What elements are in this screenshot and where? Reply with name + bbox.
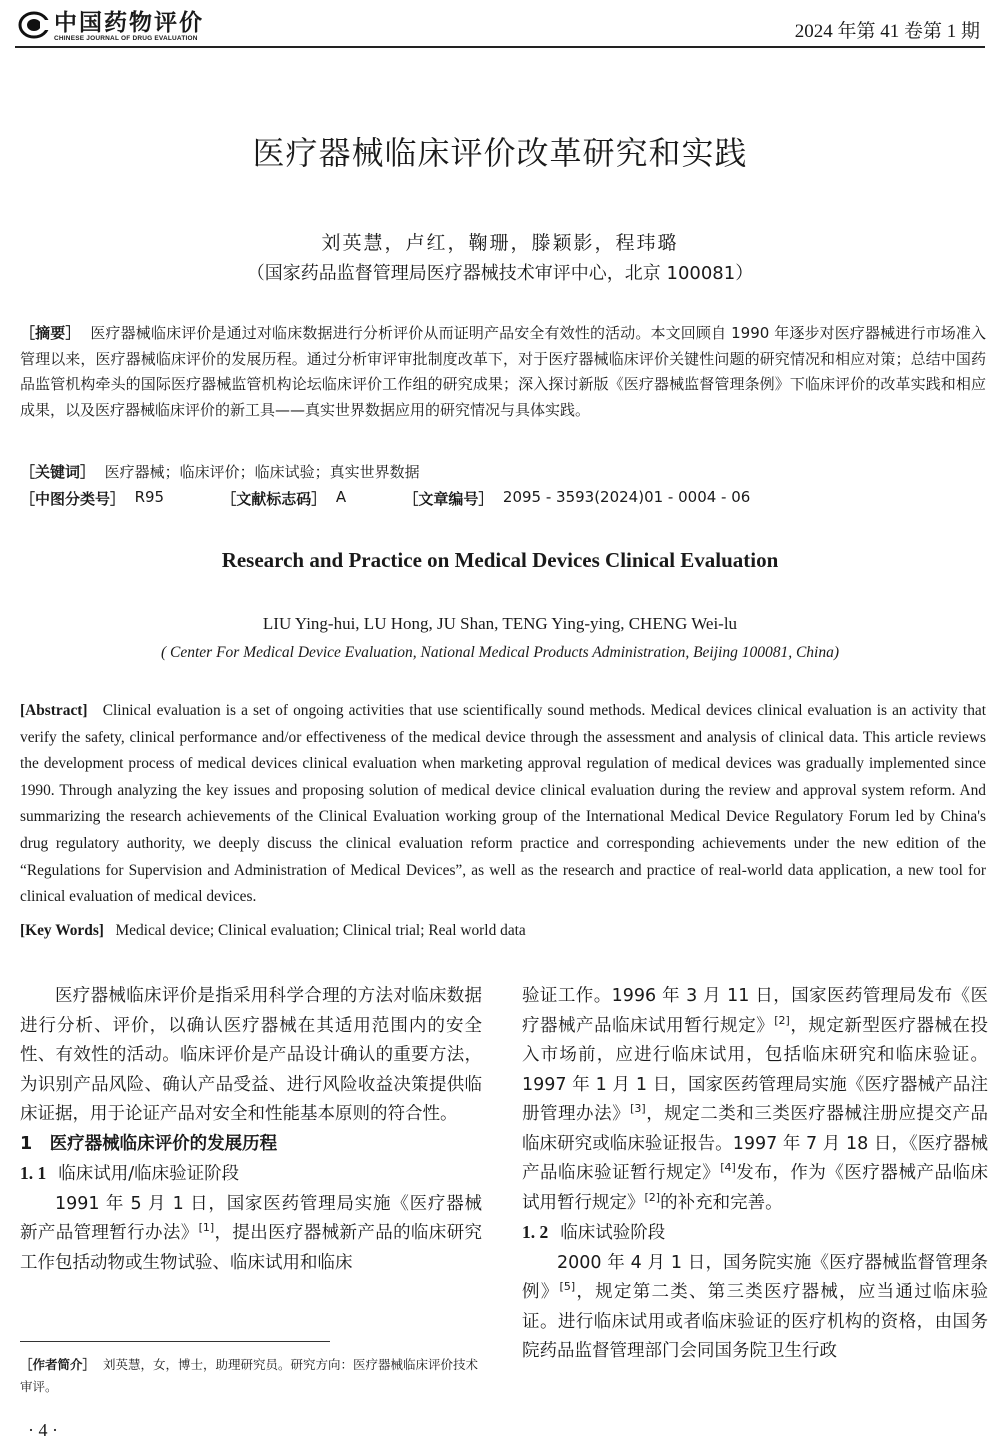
author-footnote bbox=[20, 1354, 482, 1398]
section-1-2-paragraph bbox=[522, 1249, 988, 1367]
journal-name-en: CHINESE JOURNAL OF DRUG EVALUATION bbox=[54, 35, 198, 42]
citation-ref: [3] bbox=[630, 1102, 646, 1116]
body-column-right bbox=[522, 982, 988, 1367]
citation-ref: [2] bbox=[774, 1013, 790, 1027]
section-1-2-heading bbox=[522, 1218, 988, 1249]
footnote-label: ［作者简介］ bbox=[20, 1357, 96, 1372]
keywords-en-text: Medical device; Clinical evaluation; Clinical trial; Real world data bbox=[115, 922, 526, 939]
page-number: · 4 · bbox=[28, 1420, 58, 1440]
issue-info: 2024 年第 41 卷第 1 期 bbox=[794, 21, 980, 42]
abstract-cn bbox=[20, 321, 986, 423]
abstract-text: 医疗器械临床评价是通过对临床数据进行分析评价从而证明产品安全有效性的活动。本文回顾自 1990 年逐步对医疗器械进行市场准入管理以来，医疗器械临床评价的发展历程。通过分析审评审批制度改革下，对于医疗器械临床评价关键性问题的研究情况和相应对策；总结中国药品监管机构牵头的国际医疗器械监管机构论坛临床评价工作组的研究成果；深入探讨新版《医疗器械监督管理条例》下临床评价的改革实践和相应成果，以及医疗器械临床评价的新工具——真实世界数据应用的研究情况与具体实践。 bbox=[20, 324, 986, 419]
section-1-heading: 1 医疗器械临床评价的发展历程 bbox=[20, 1133, 278, 1154]
citation-ref: [4] bbox=[720, 1161, 736, 1175]
header-rule bbox=[15, 46, 985, 48]
paragraph-text: ，规定新型医疗器械在投入市场前，应进行临床试用，包括临床研究和临床验证。1997 年 1 月 1 日，国家医药管理局实施《医疗器械产品注册管理办法》 bbox=[522, 1015, 989, 1124]
section-1-1-paragraph bbox=[20, 1190, 482, 1279]
clc-value: R95 bbox=[134, 488, 165, 506]
footnote-rule bbox=[20, 1341, 330, 1342]
paragraph-text: 1991 年 5 月 1 日，国家医药管理局实施《医疗器械新产品管理暂行办法》 bbox=[20, 1193, 482, 1243]
doc-code-label: ［文献标志码］ bbox=[221, 490, 327, 508]
paragraph-text: 发布，作为《医疗器械产品临床试用暂行规定》 bbox=[522, 1163, 989, 1213]
section-1-2-number: 1. 2 bbox=[522, 1222, 549, 1242]
citation-ref: [1] bbox=[198, 1221, 215, 1235]
intro-paragraph: 医疗器械临床评价是指采用科学合理的方法对临床数据进行分析、评价，以确认医疗器械在其适用范围内的安全性、有效性的活动。临床评价是产品设计确认的重要方法，为识别产品风险、确认产品受益、进行风险收益决策提供临床证据，用于论证产品对安全和性能基本原则的符合性。 bbox=[20, 986, 482, 1124]
section-1-1-number: 1. 1 bbox=[20, 1163, 47, 1183]
journal-logo bbox=[18, 10, 204, 42]
paragraph-text: ，规定二类和三类医疗器械注册应提交产品临床研究或临床验证报告。1997 年 7 月 18 日，《医疗器械产品临床验证暂行规定》 bbox=[522, 1104, 989, 1183]
english-authors: LIU Ying-hui, LU Hong, JU Shan, TENG Ying-ying, CHENG Wei-lu bbox=[262, 614, 738, 633]
abstract-en-text: Clinical evaluation is a set of ongoing activities that use scientifically sound methods. Medical devices clinical evaluation is an activity that verify the safety, clinical performance and/or effectiveness of the medical device through the assessment and analysis of clinical data. This article reviews the development process of medical devices clinical evaluation when marketing approval regulation of medical devices was gradually implemented since 1990. Through analyzing the key issues and proposing solution of medical device clinical evaluation during the review and approval system reform. And summarizing the research achievements of the Clinical Evaluation working group of the International Medical Device Regulatory Forum led by China's drug regulatory authority, we deeply discuss the clinical evaluation reform practice and corresponding achievements under the new edition of the “Regulations for Supervision and Administration of Medical Devices”, as well as the research and practice of real-world data application, a new tool for clinical evaluation of medical devices. bbox=[20, 702, 986, 906]
journal-emblem-icon bbox=[18, 10, 52, 40]
clc-label: ［中图分类号］ bbox=[20, 490, 126, 508]
continued-paragraph bbox=[522, 982, 988, 1218]
english-title: Research and Practice on Medical Devices Clinical Evaluation bbox=[221, 548, 779, 572]
paragraph-text: 的补充和完善。 bbox=[660, 1192, 783, 1213]
doc-code-value: A bbox=[335, 488, 347, 506]
section-1-1-title: 临床试用/临床验证阶段 bbox=[58, 1164, 240, 1184]
affiliation: （国家药品监督管理局医疗器械技术审评中心，北京 100081） bbox=[246, 263, 754, 284]
author-list: 刘英慧，卢红，鞠珊，滕颖影，程玮璐 bbox=[321, 232, 679, 254]
citation-ref: [2] bbox=[644, 1190, 661, 1204]
citation-ref: [5] bbox=[559, 1280, 576, 1294]
abstract-en-label: [Abstract] bbox=[20, 702, 88, 719]
english-affiliation: ( Center For Medical Device Evaluation, National Medical Products Administration, Beijing 100081, China) bbox=[160, 644, 840, 661]
article-no-value: 2095 - 3593(2024)01 - 0004 - 06 bbox=[502, 488, 751, 506]
keywords-en-label: [Key Words] bbox=[20, 922, 104, 939]
footnote-text: 刘英慧，女，博士，助理研究员。研究方向：医疗器械临床评价技术审评。 bbox=[20, 1357, 478, 1394]
keywords-en bbox=[20, 922, 986, 940]
abstract-label: ［摘要］ bbox=[20, 324, 81, 342]
article-title: 医疗器械临床评价改革研究和实践 bbox=[252, 134, 748, 172]
body-column-left bbox=[20, 982, 482, 1278]
keywords-text: 医疗器械；临床评价；临床试验；真实世界数据 bbox=[104, 463, 420, 481]
article-no-label: ［文章编号］ bbox=[403, 490, 494, 508]
paragraph-text: 验证工作。1996 年 3 月 11 日，国家医药管理局发布《医疗器械产品临床试用暂行规定》 bbox=[522, 986, 988, 1036]
paragraph-text: 2000 年 4 月 1 日，国务院实施《医疗器械监督管理条例》 bbox=[522, 1252, 988, 1302]
keywords-label: ［关键词］ bbox=[20, 463, 96, 481]
abstract-en bbox=[20, 698, 986, 911]
section-1-1-heading bbox=[20, 1159, 482, 1190]
paragraph-text: ，提出医疗器械新产品的临床研究工作包括动物或生物试验、临床试用和临床 bbox=[20, 1223, 482, 1273]
keywords-cn bbox=[20, 461, 986, 482]
classification-line bbox=[20, 488, 986, 509]
section-1-2-title: 临床试验阶段 bbox=[560, 1223, 666, 1243]
paragraph-text: ，规定第二类、第三类医疗器械，应当通过临床验证。进行临床试用或者临床验证的医疗机构的资格，由国务院药品监督管理部门会同国务院卫生行政 bbox=[522, 1282, 989, 1361]
journal-name-cn: 中国药物评价 bbox=[54, 10, 204, 36]
